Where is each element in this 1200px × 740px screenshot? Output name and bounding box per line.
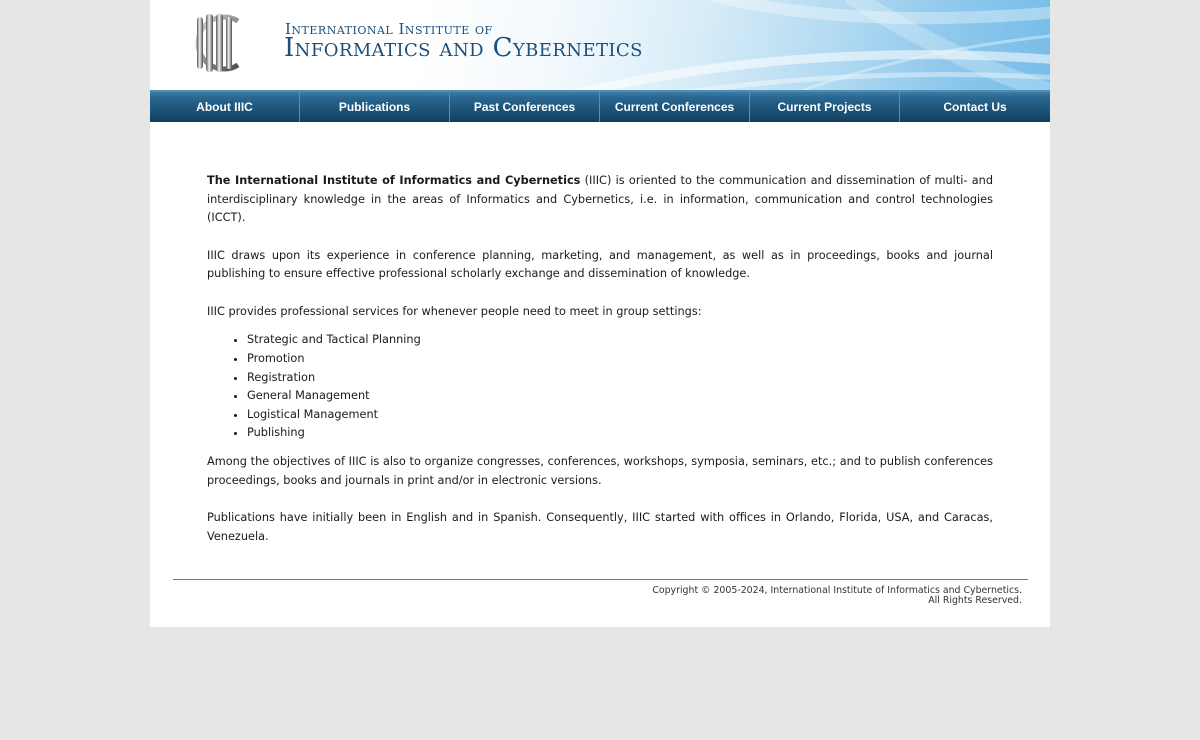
main-navigation bbox=[150, 90, 1050, 122]
institute-name: The International Institute of Informatics and Cybernetics bbox=[207, 174, 581, 187]
footer-divider bbox=[173, 579, 1028, 580]
list-item: • Strategic and Tactical Planning bbox=[247, 331, 993, 350]
rights-text: All Rights Reserved. bbox=[928, 594, 1022, 606]
footer bbox=[652, 586, 1022, 605]
services-intro-paragraph: IIIC provides professional services for whenever people need to meet in group settings: bbox=[207, 304, 702, 318]
services-list bbox=[207, 331, 993, 443]
nav-publications[interactable]: Publications bbox=[300, 92, 450, 122]
list-item: • Promotion bbox=[247, 350, 993, 369]
copyright-text: Copyright © 2005-2024, International Institute of Informatics and Cybernetics. bbox=[652, 585, 1022, 596]
nav-about-iiic[interactable]: About IIIC bbox=[150, 92, 300, 122]
header-banner bbox=[150, 0, 1050, 90]
nav-current-projects[interactable]: Current Projects bbox=[750, 92, 900, 122]
header-subtitle: International Institute of bbox=[285, 20, 493, 38]
nav-contact-us[interactable]: Contact Us bbox=[943, 100, 1007, 114]
list-item: • Logistical Management bbox=[247, 406, 993, 425]
nav-past-conferences[interactable]: Past Conferences bbox=[450, 92, 600, 122]
main-content bbox=[207, 172, 993, 565]
intro-text: (IIIC) is oriented to the communication and dissemination of multi- and interdisciplinary knowledge in the areas of Informatics and Cybernetics, i.e. in information, communication and control technologies (ICCT). bbox=[207, 174, 993, 225]
list-item: • General Management bbox=[247, 387, 993, 406]
experience-paragraph: IIIC draws upon its experience in conference planning, marketing, and management, as well as in proceedings, books and journal publishing to ensure effective professional scholarly exchange and dissemination of knowledge. bbox=[207, 248, 993, 281]
objectives-paragraph: Among the objectives of IIIC is also to organize congresses, conferences, workshops, symposia, seminars, etc.; and to publish conferences proceedings, books and journals in print and/or in electronic versions. bbox=[207, 455, 993, 488]
page-container bbox=[150, 0, 1050, 627]
nav-current-conferences[interactable]: Current Conferences bbox=[600, 92, 750, 122]
list-item: • Registration bbox=[247, 369, 993, 388]
intro-paragraph bbox=[207, 172, 993, 228]
header-title: Informatics and Cybernetics bbox=[284, 33, 643, 63]
publications-paragraph: Publications have initially been in English and in Spanish. Consequently, IIIC started with offices in Orlando, Florida, USA, and Caracas, Venezuela. bbox=[207, 511, 993, 544]
list-item: • Publishing bbox=[247, 424, 993, 443]
iiic-logo-icon bbox=[186, 11, 246, 75]
